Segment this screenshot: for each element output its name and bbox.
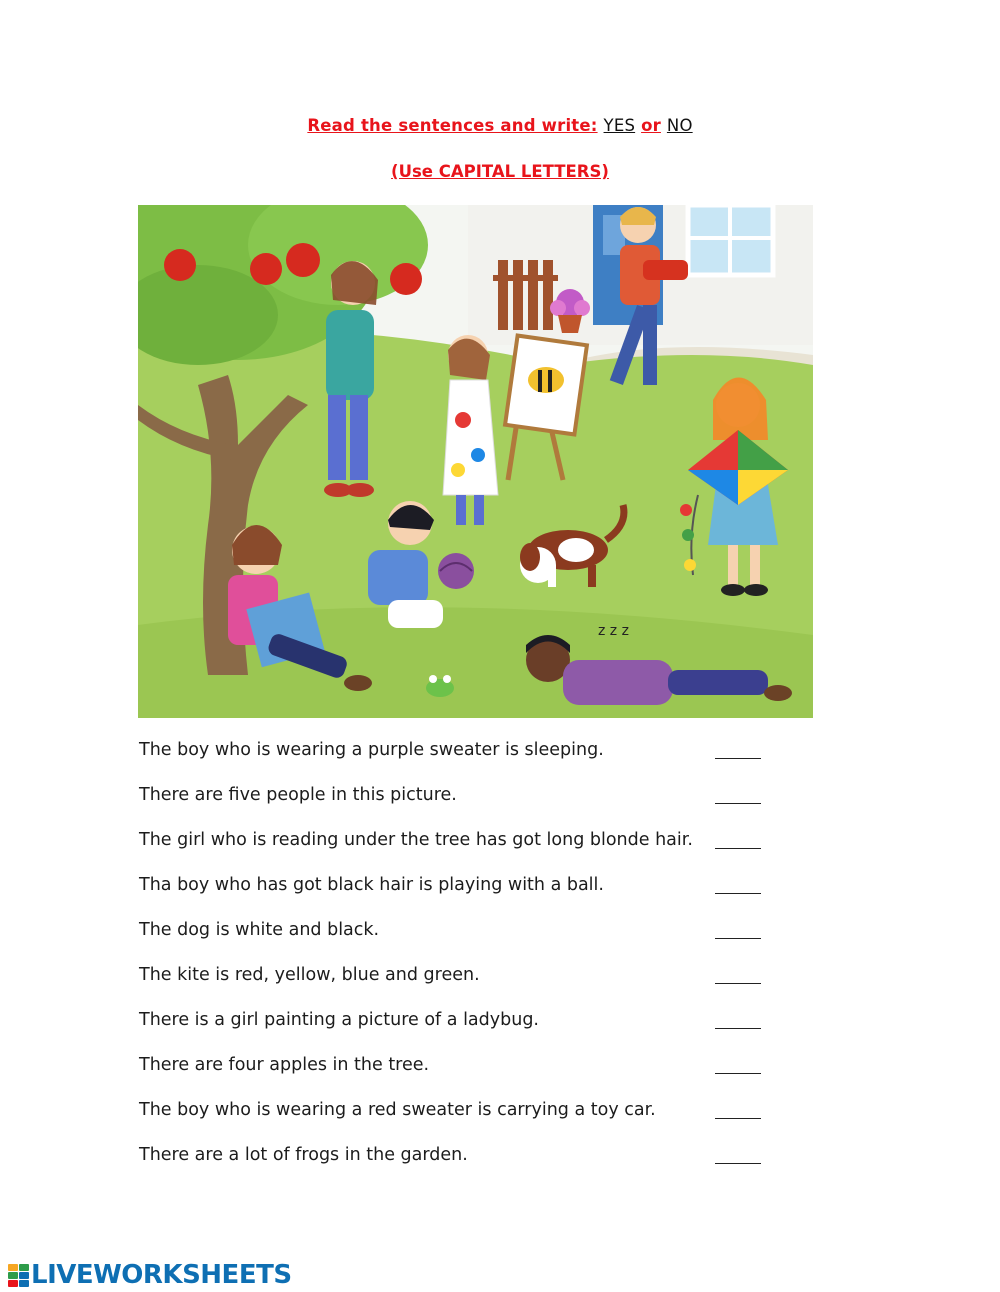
question-row (139, 963, 779, 1008)
question-text: There is a girl painting a picture of a ladybug. (139, 1010, 539, 1030)
logo-icon (8, 1264, 28, 1286)
question-text: There are four apples in the tree. (139, 1055, 430, 1075)
question-text: There are a lot of frogs in the garden. (139, 1145, 468, 1165)
answer-blank[interactable] (715, 1118, 761, 1119)
instruction-text: Read the sentences and write: (307, 116, 598, 135)
question-row (139, 738, 779, 783)
question-row (139, 1143, 779, 1188)
question-text: The girl who is reading under the tree has got long blonde hair. (139, 830, 693, 850)
question-text: The kite is red, yellow, blue and green. (139, 965, 480, 985)
answer-blank[interactable] (715, 1028, 761, 1029)
answer-blank[interactable] (715, 758, 761, 759)
question-text: Tha boy who has got black hair is playing with a ball. (139, 875, 604, 895)
or-word: or (641, 116, 661, 135)
toy-car (643, 260, 688, 280)
question-row (139, 918, 779, 963)
yes-word: YES (603, 116, 636, 135)
question-row (139, 1053, 779, 1098)
question-text: The boy who is wearing a purple sweater is sleeping. (139, 740, 604, 760)
question-row (139, 783, 779, 828)
question-list (139, 738, 779, 1188)
liveworksheets-logo[interactable] (8, 1258, 292, 1292)
answer-blank[interactable] (715, 893, 761, 894)
garden-scene-illustration (138, 205, 813, 718)
question-row (139, 1008, 779, 1053)
sleep-zzz: z z z (598, 623, 629, 639)
worksheet-subtitle: (Use CAPITAL LETTERS) (391, 162, 609, 181)
question-row (139, 828, 779, 873)
question-row (139, 1098, 779, 1143)
answer-blank[interactable] (715, 803, 761, 804)
question-text: The boy who is wearing a red sweater is carrying a toy car. (139, 1100, 656, 1120)
question-text: There are five people in this picture. (139, 785, 457, 805)
answer-blank[interactable] (715, 938, 761, 939)
question-text: The dog is white and black. (139, 920, 380, 940)
ball (438, 553, 474, 589)
no-word: NO (666, 116, 693, 135)
answer-blank[interactable] (715, 848, 761, 849)
answer-blank[interactable] (715, 1163, 761, 1164)
answer-blank[interactable] (715, 983, 761, 984)
question-row (139, 873, 779, 918)
answer-blank[interactable] (715, 1073, 761, 1074)
brand-name: LIVEWORKSHEETS (31, 1260, 292, 1290)
worksheet-title (0, 116, 1000, 135)
